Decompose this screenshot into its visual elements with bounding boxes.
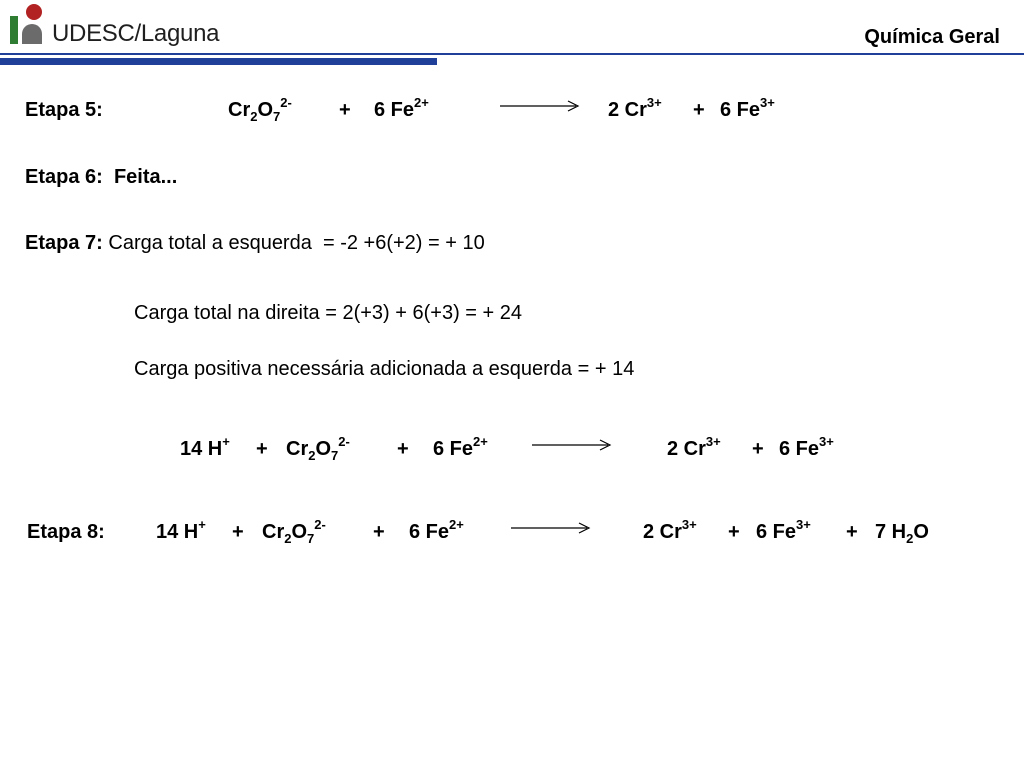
step5-fe-product: 6 $Fe^{3+}$: [720, 95, 775, 121]
intermediate-cr-product: 2 $Cr^{3+}$: [667, 434, 721, 460]
step7-label: Etapa 7:: [25, 232, 103, 254]
header-rule-thin: [0, 53, 1024, 55]
intermediate-plus3: +: [752, 438, 764, 460]
step7-left-charge: Carga total a esquerda = -2 +6(+2) = + 10: [108, 232, 485, 254]
step7-right-charge: Carga total na direita = 2(+3) + 6(+3) = + 24: [134, 302, 523, 324]
step8-plus3: +: [728, 521, 740, 543]
step8-arrow-icon: [511, 520, 591, 544]
intermediate-plus2: +: [397, 438, 409, 460]
step8-cr-product: 2 $Cr^{3+}$: [643, 517, 697, 543]
intermediate-hydrogen: 14 H+: [180, 434, 230, 460]
step5-plus: +: [339, 99, 351, 121]
step8-fe-reactant: 6 $Fe^{2+}$: [409, 517, 464, 543]
step8-label: Etapa 8:: [27, 521, 105, 543]
step8-hydrogen: 14 H+: [156, 517, 206, 543]
step8-plus2: +: [373, 521, 385, 543]
step8-plus4: +: [846, 521, 858, 543]
intermediate-fe-reactant: 6 $Fe^{2+}$: [433, 434, 488, 460]
step8-water: 7 $H_2O$: [875, 521, 929, 546]
step5-fe-reactant: 6 $Fe^{2+}$: [374, 95, 429, 121]
step5-arrow-icon: [500, 98, 580, 122]
intermediate-dichromate: $Cr_2O_7^{2-}$: [286, 434, 350, 463]
intermediate-fe-product: 6 $Fe^{3+}$: [779, 434, 834, 460]
step6-text: Feita...: [113, 166, 178, 188]
step5-dichromate: $Cr_2O_7^{2-}$: [228, 95, 292, 124]
step8-fe-product: 6 $Fe^{3+}$: [756, 517, 811, 543]
logo-text: UDESC/Laguna: [52, 20, 220, 47]
step7-line: [25, 231, 485, 255]
step5-cr-product: 2 $Cr^{3+}$: [608, 95, 662, 121]
step5-plus2: +: [693, 99, 705, 121]
intermediate-arrow-icon: [532, 437, 612, 461]
step6-label: Etapa 6:: [25, 166, 103, 188]
intermediate-plus1: +: [256, 438, 268, 460]
step5-label: Etapa 5:: [25, 99, 103, 121]
step8-dichromate: $Cr_2O_7^{2-}$: [262, 517, 326, 546]
step6-line: [25, 165, 177, 189]
step8-plus1: +: [232, 521, 244, 543]
header-title: Química Geral: [864, 26, 1000, 48]
header-rule-thick: [0, 58, 437, 65]
step7-needed-charge: Carga positiva necessária adicionada a esquerda = + 14: [134, 358, 635, 380]
udesc-logo-icon: [8, 2, 48, 46]
